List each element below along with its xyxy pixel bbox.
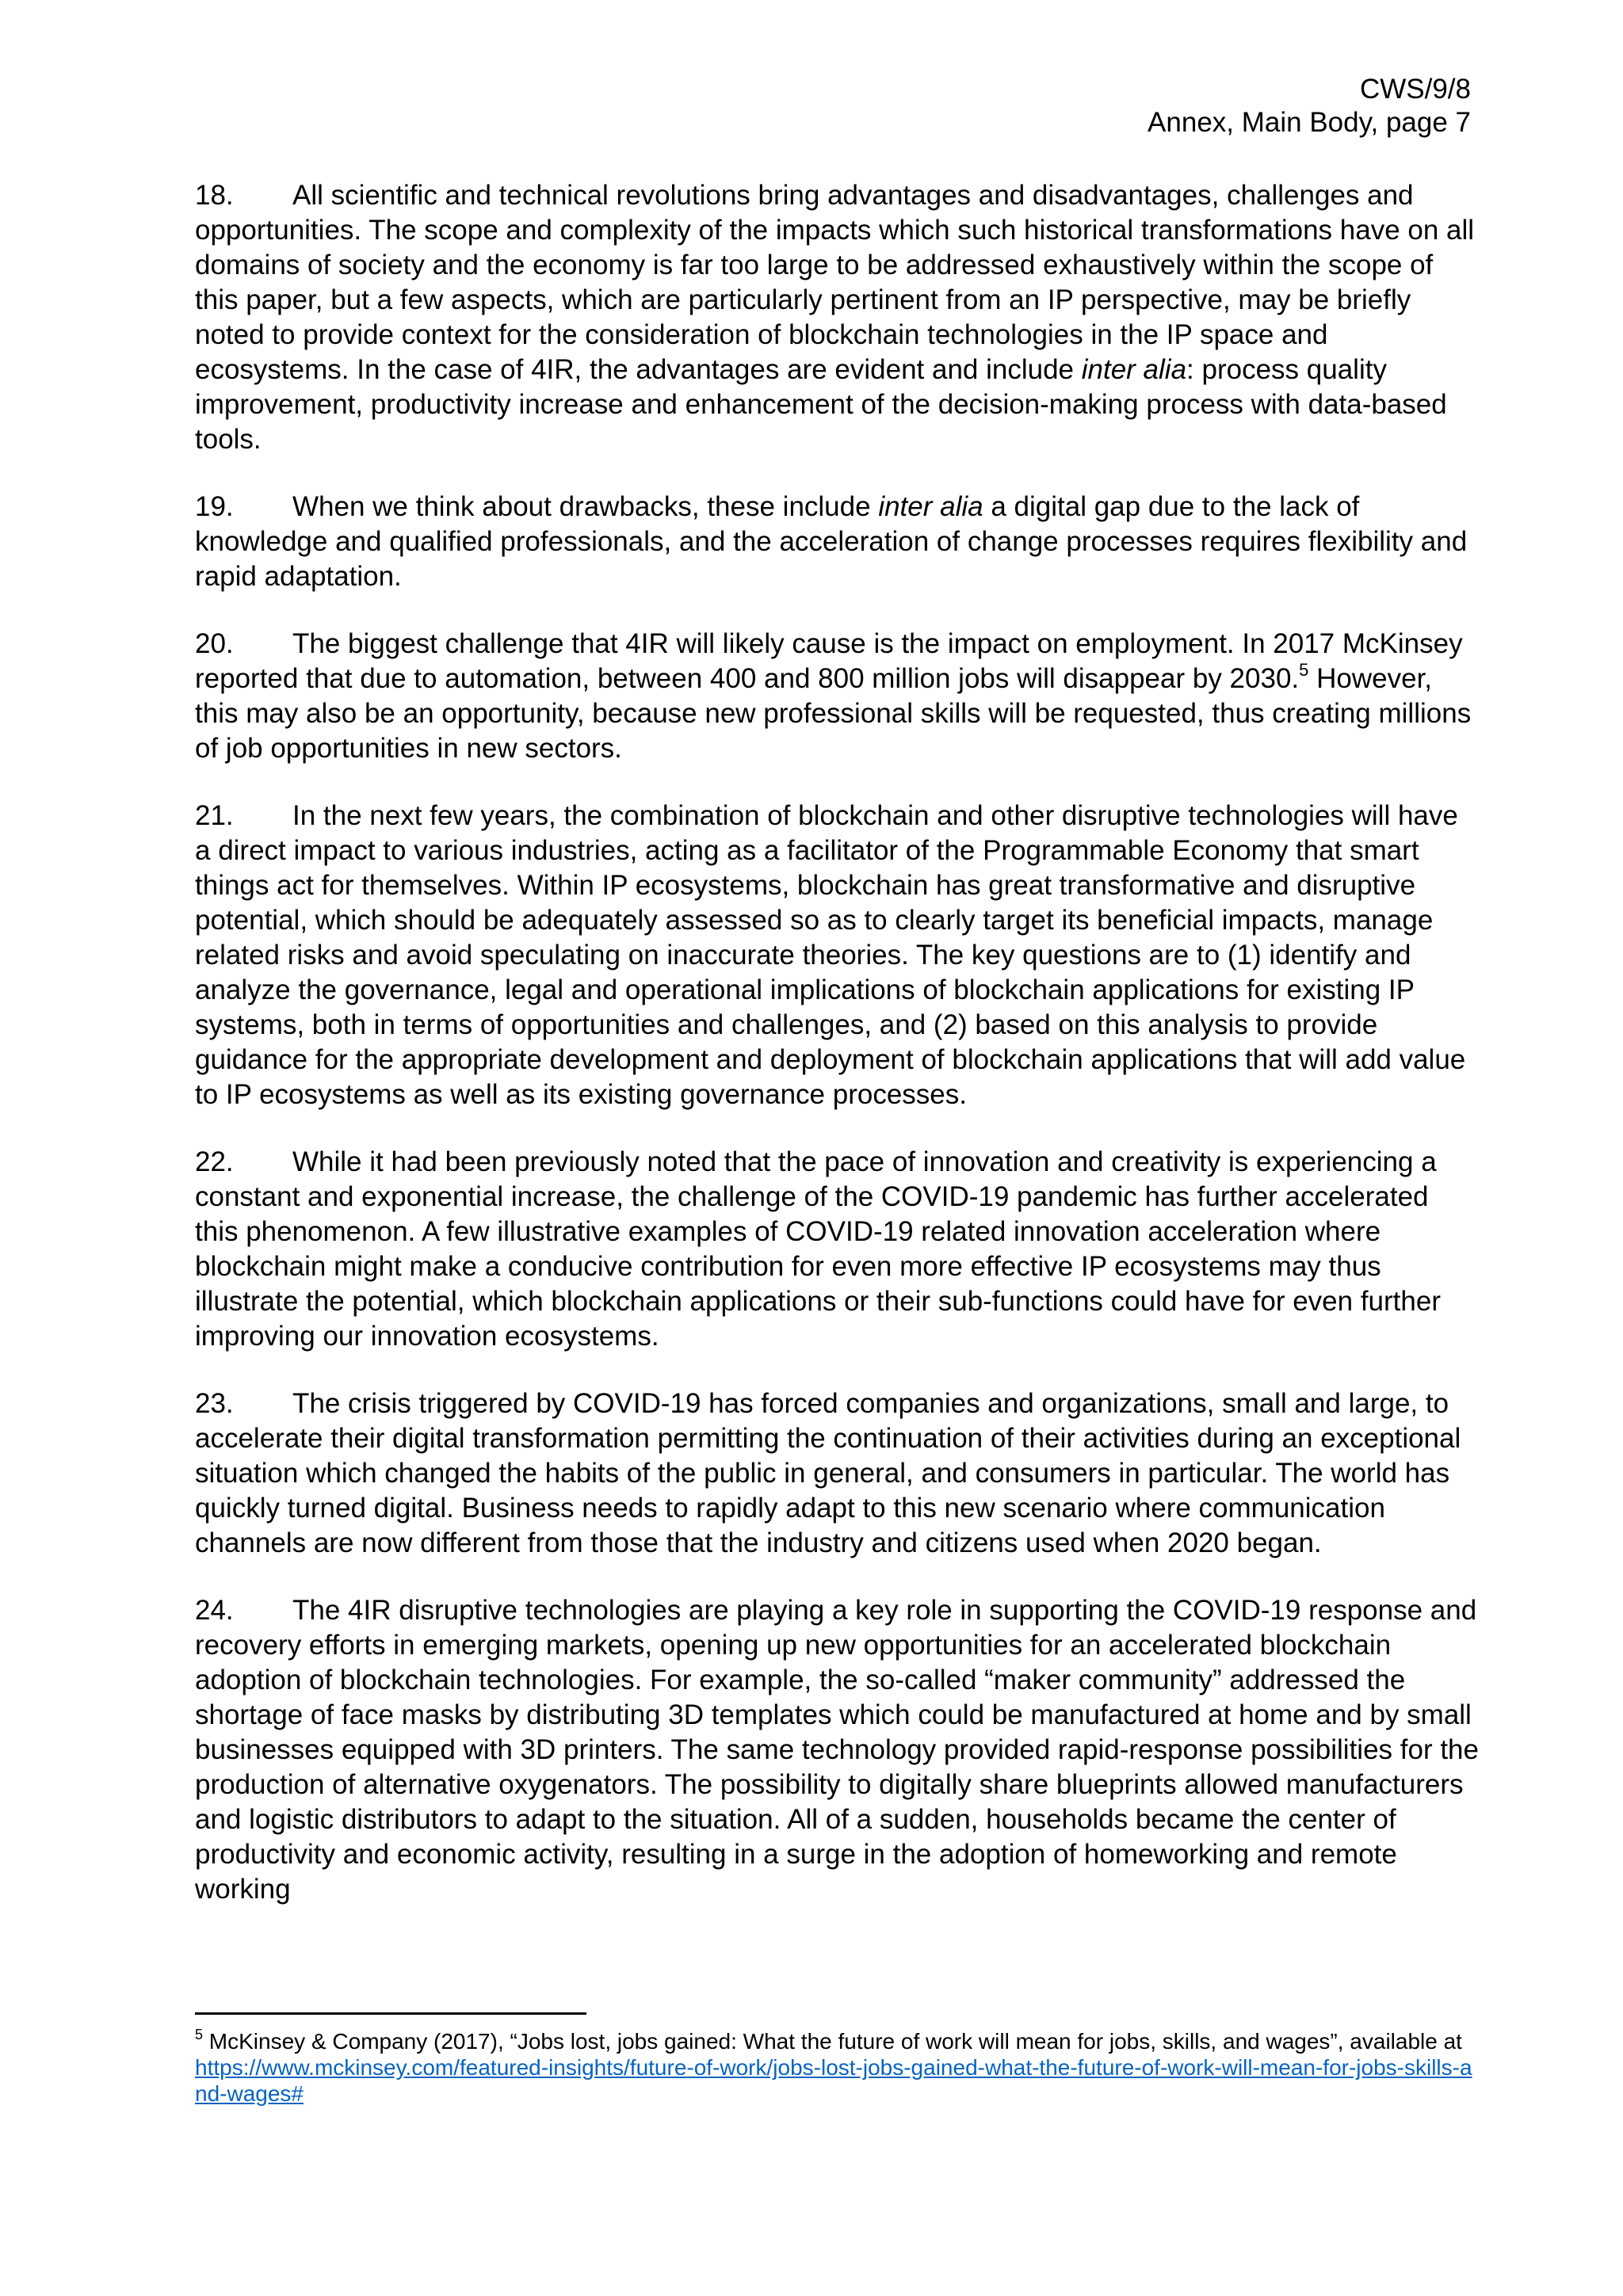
page-reference: Annex, Main Body, page 7 xyxy=(1148,107,1471,138)
footnote-5 xyxy=(195,2028,1479,2107)
footnote-link[interactable]: https://www.mckinsey.com/featured-insights/future-of-work/jobs-lost-jobs-gained-what-the-future-of-work-will-mean-for-jobs-skills-and-wages# xyxy=(195,2055,1472,2106)
paragraph-text: The crisis triggered by COVID-19 has forced companies and organizations, small and large, to accelerate their digital transformation permitting the continuation of their activities during an exceptional situation which changed the habits of the public in general, and consumers in particular. The world has quickly turned digital. Business needs to rapidly adapt to this new scenario where communication channels are now different from those that the industry and citizens used when 2020 began. xyxy=(195,1388,1461,1558)
paragraph-number: 19. xyxy=(195,491,234,522)
latin-phrase: inter alia xyxy=(878,491,983,522)
paragraph-22 xyxy=(195,1145,1479,1354)
paragraph-text: While it had been previously noted that the pace of innovation and creativity is experiencing a constant and exponential increase, the challenge of the COVID-19 pandemic has further accelerated this phenomenon. A few illustrative examples of COVID-19 related innovation acceleration where blockchain might make a conducive contribution for even more effective IP ecosystems may thus illustrate the potential, which blockchain applications or their sub-functions could have for even further improving our innovation ecosystems. xyxy=(195,1146,1441,1352)
paragraph-number: 21. xyxy=(195,800,234,831)
paragraph-24 xyxy=(195,1593,1479,1907)
paragraph-text: When we think about drawbacks, these include xyxy=(292,491,879,522)
footnote-reference[interactable]: 5 xyxy=(1299,660,1309,680)
paragraph-number: 18. xyxy=(195,180,234,211)
paragraph-text: In the next few years, the combination of blockchain and other disruptive technologies will have a direct impact to various industries, acting as a facilitator of the Programmable Economy that smart things act for themselves. Within IP ecosystems, blockchain has great transformative and disruptive potential, which should be adequately assessed so as to clearly target its beneficial impacts, manage related risks and avoid speculating on inaccurate theories. The key questions are to (1) identify and analyze the governance, legal and operational implications of blockchain applications for existing IP systems, both in terms of opportunities and challenges, and (2) based on this analysis to provide guidance for the appropriate development and deployment of blockchain applications that will add value to IP ecosystems as well as its existing governance processes. xyxy=(195,800,1466,1110)
latin-phrase: inter alia xyxy=(1081,354,1187,385)
paragraph-text: : process quality improvement, productivity increase and enhancement of the decision-making process with data-based tools. xyxy=(195,354,1447,455)
paragraph-23 xyxy=(195,1386,1479,1561)
paragraph-21 xyxy=(195,799,1479,1112)
paragraph-number: 23. xyxy=(195,1388,234,1419)
paragraph-text: The biggest challenge that 4IR will likely cause is the impact on employment. In 2017 McKinsey reported that due to automation, between 400 and 800 million jobs will disappear by 2030. xyxy=(195,628,1463,694)
paragraph-text: All scientific and technical revolutions bring advantages and disadvantages, challenges and opportunities. The scope and complexity of the impacts which such historical transformations have on all domains of society and the economy is far too large to be addressed exhaustively within the scope of this paper, but a few aspects, which are particularly pertinent from an IP perspective, may be briefly noted to provide context for the consideration of blockchain technologies in the IP space and ecosystems. In the case of 4IR, the advantages are evident and include xyxy=(195,180,1475,385)
footnote-text: McKinsey & Company (2017), “Jobs lost, jobs gained: What the future of work will mean for jobs, skills, and wages”, available at xyxy=(203,2029,1462,2054)
paragraph-18 xyxy=(195,178,1479,457)
paragraph-20 xyxy=(195,627,1479,766)
main-body xyxy=(195,178,1479,1939)
paragraph-number: 20. xyxy=(195,628,234,659)
document-code: CWS/9/8 xyxy=(1359,74,1471,105)
page-header xyxy=(1148,73,1471,139)
paragraph-text: However, this may also be an opportunity, because new professional skills will be requested, thus creating millions of job opportunities in new sectors. xyxy=(195,663,1472,764)
paragraph-number: 24. xyxy=(195,1595,234,1626)
footnote-mark: 5 xyxy=(195,2027,204,2042)
paragraph-number: 22. xyxy=(195,1146,234,1177)
paragraph-text: a digital gap due to the lack of knowledge and qualified professionals, and the acceleration of change processes requires flexibility and rapid adaptation. xyxy=(195,491,1468,592)
paragraph-text: The 4IR disruptive technologies are playing a key role in supporting the COVID-19 response and recovery efforts in emerging markets, opening up new opportunities for an accelerated blockchain adoption of blockchain technologies. For example, the so-called “maker community” addressed the shortage of face masks by distributing 3D templates which could be manufactured at home and by small businesses equipped with 3D printers. The same technology provided rapid-response possibilities for the production of alternative oxygenators. The possibility to digitally share blueprints allowed manufacturers and logistic distributors to adapt to the situation. All of a sudden, households became the center of productivity and economic activity, resulting in a surge in the adoption of homeworking and remote working xyxy=(195,1595,1479,1905)
footnote-separator xyxy=(195,2012,586,2015)
paragraph-19 xyxy=(195,490,1479,594)
